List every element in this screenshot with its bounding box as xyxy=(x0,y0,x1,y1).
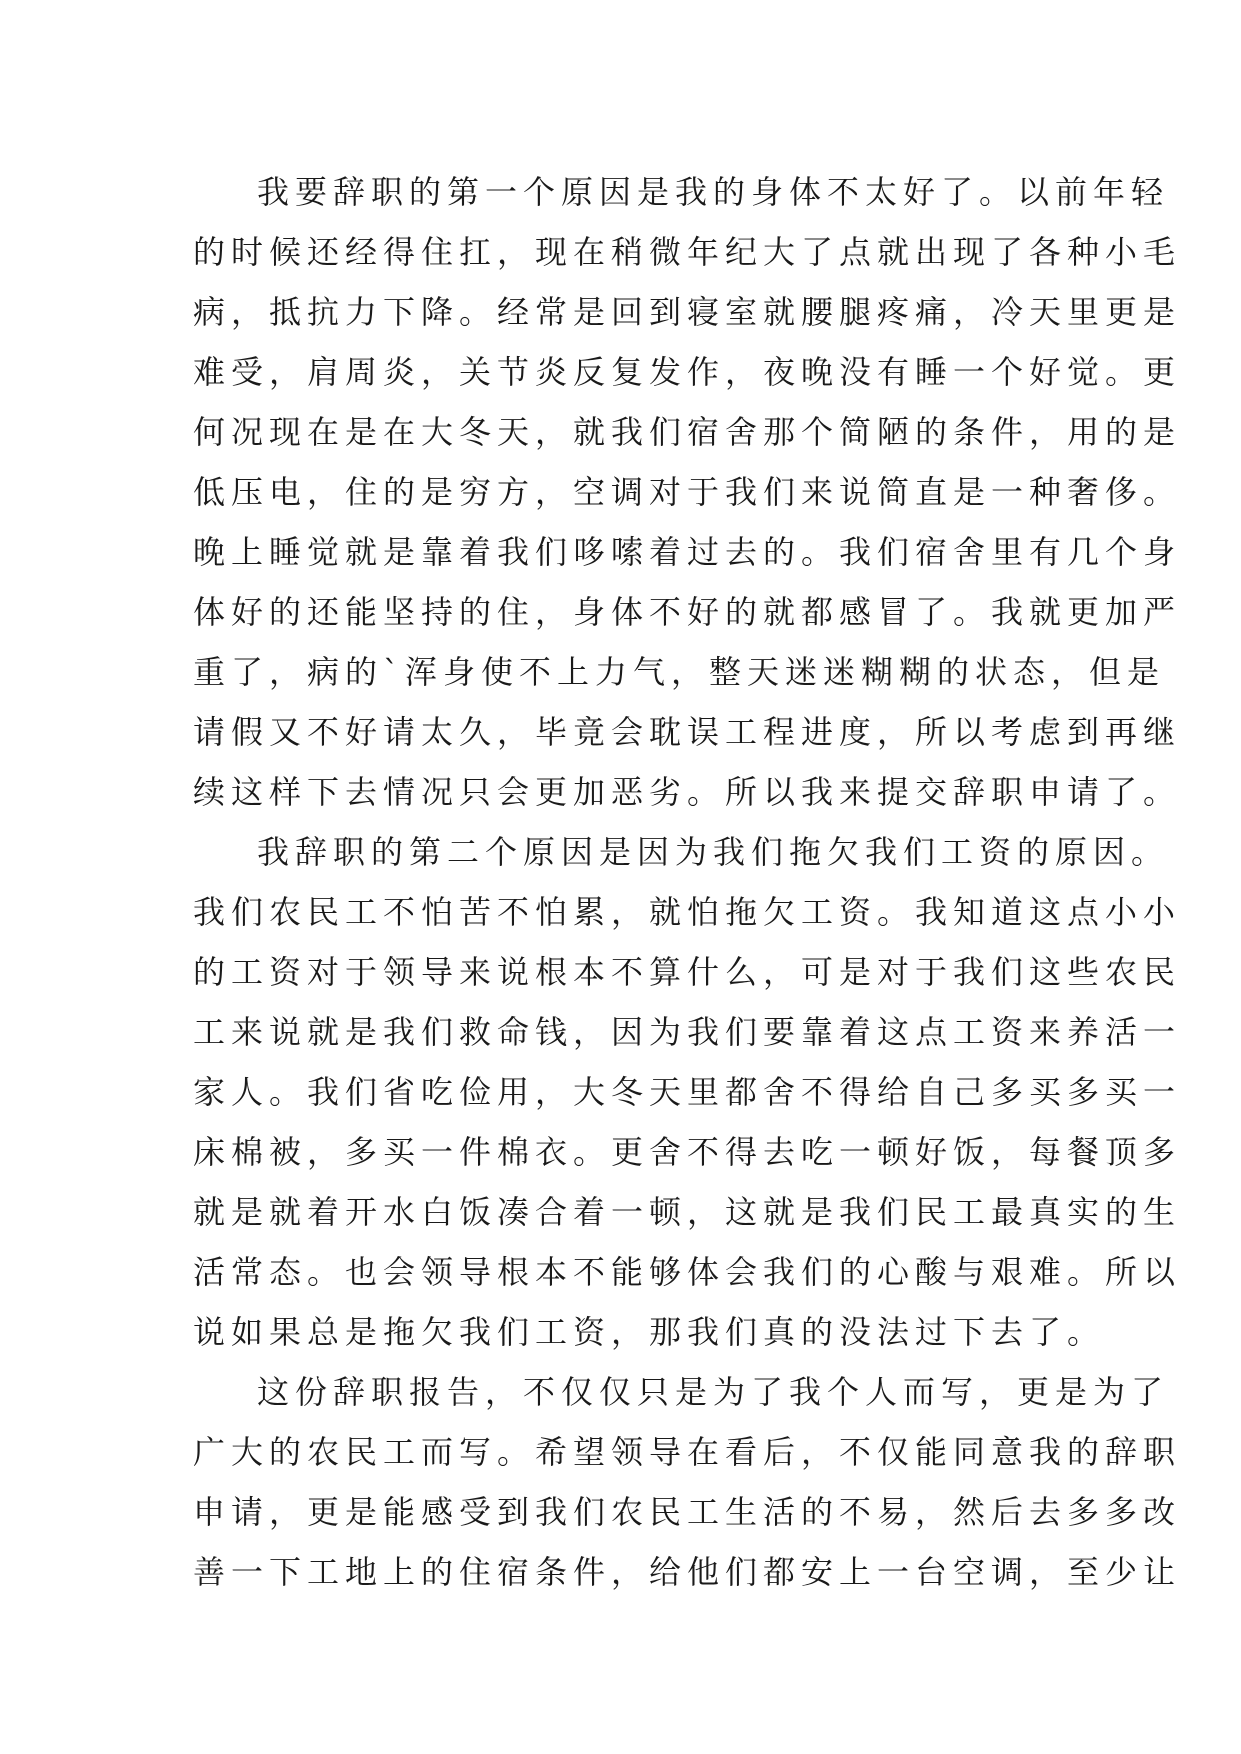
paragraph-1-line-9: 重了，病的`浑身使不上力气，整天迷迷糊糊的状态，但是 xyxy=(193,653,1166,691)
paragraph-1-line-8: 体好的还能坚持的住，身体不好的就都感冒了。我就更加严 xyxy=(193,593,1182,631)
paragraph-2-line-2: 我们农民工不怕苦不怕累，就怕拖欠工资。我知道这点小小 xyxy=(193,893,1182,931)
paragraph-2-line-4: 工来说就是我们救命钱，因为我们要靠着这点工资来养活一 xyxy=(193,1013,1182,1051)
paragraph-2-line-3: 的工资对于领导来说根本不算什么，可是对于我们这些农民 xyxy=(193,953,1182,991)
paragraph-3-line-2: 广大的农民工而写。希望领导在看后，不仅能同意我的辞职 xyxy=(193,1433,1182,1471)
paragraph-3-line-3: 申请，更是能感受到我们农民工生活的不易，然后去多多改 xyxy=(193,1493,1182,1531)
paragraph-1-line-11: 续这样下去情况只会更加恶劣。所以我来提交辞职申请了。 xyxy=(193,773,1182,811)
paragraph-3-line-1: 这份辞职报告，不仅仅只是为了我个人而写，更是为了 xyxy=(257,1373,1170,1411)
paragraph-1-line-5: 何况现在是在大冬天，就我们宿舍那个简陋的条件，用的是 xyxy=(193,413,1182,451)
paragraph-2-line-6: 床棉被，多买一件棉衣。更舍不得去吃一顿好饭，每餐顶多 xyxy=(193,1133,1182,1171)
paragraph-1-line-10: 请假又不好请太久，毕竟会耽误工程进度，所以考虑到再继 xyxy=(193,713,1182,751)
paragraph-3-line-4: 善一下工地上的住宿条件，给他们都安上一台空调，至少让 xyxy=(193,1553,1182,1591)
paragraph-1-line-3: 病，抵抗力下降。经常是回到寝室就腰腿疼痛，冷天里更是 xyxy=(193,293,1182,331)
paragraph-1-line-7: 晚上睡觉就是靠着我们哆嗦着过去的。我们宿舍里有几个身 xyxy=(193,533,1182,571)
paragraph-1-line-4: 难受，肩周炎，关节炎反复发作，夜晚没有睡一个好觉。更 xyxy=(193,353,1182,391)
paragraph-2-line-1: 我辞职的第二个原因是因为我们拖欠我们工资的原因。 xyxy=(257,833,1170,871)
paragraph-1-line-1: 我要辞职的第一个原因是我的身体不太好了。以前年轻 xyxy=(257,173,1170,211)
body-text xyxy=(193,162,1182,1602)
paragraph-1-line-6: 低压电，住的是穷方，空调对于我们来说简直是一种奢侈。 xyxy=(193,473,1182,511)
paragraph-2-line-8: 活常态。也会领导根本不能够体会我们的心酸与艰难。所以 xyxy=(193,1253,1182,1291)
paragraph-2-line-9: 说如果总是拖欠我们工资，那我们真的没法过下去了。 xyxy=(193,1313,1106,1351)
paragraph-2-line-5: 家人。我们省吃俭用，大冬天里都舍不得给自己多买多买一 xyxy=(193,1073,1182,1111)
paragraph-2-line-7: 就是就着开水白饭凑合着一顿，这就是我们民工最真实的生 xyxy=(193,1193,1182,1231)
paragraph-1-line-2: 的时候还经得住扛，现在稍微年纪大了点就出现了各种小毛 xyxy=(193,233,1182,271)
